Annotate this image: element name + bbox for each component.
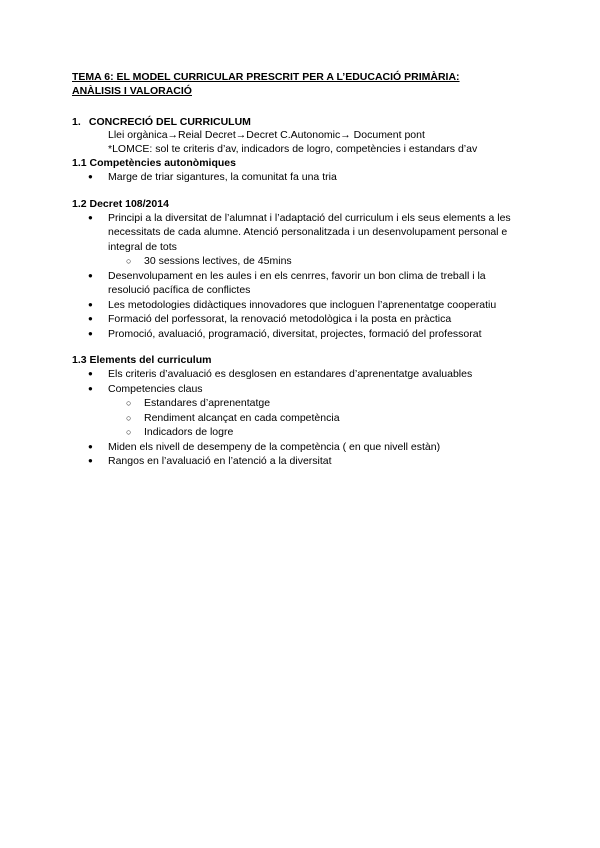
section-1-3-list — [72, 367, 528, 469]
list-item: ● Desenvolupament en les aules i en els cenrres, favorir un bon clima de treball i la resolució pacífica de conflictes — [72, 269, 528, 298]
sub-list-item: ○ Estandares d’aprenentatge — [72, 396, 528, 411]
section-1-1-list — [72, 170, 528, 185]
sub-list-item: ○ Indicadors de logre — [72, 425, 528, 440]
section-1-2-heading: 1.2 Decret 108/2014 — [72, 197, 169, 210]
document-title — [72, 70, 528, 98]
section-1-title: CONCRECIÓ DEL CURRICULUM — [88, 116, 251, 128]
section-1-heading — [72, 115, 528, 129]
list-item: ● Principi a la diversitat de l’alumnat i l’adaptació del curriculum i els seus elements a les necessitats de cada alumne. Atenció personalitzada i un desenvolupament personal e integral de tots — [72, 211, 528, 255]
section-1-number: 1. — [72, 116, 81, 128]
sub-list-item: ○ 30 sessions lectives, de 45mins — [72, 254, 528, 269]
list-item: ● Competencies claus — [72, 382, 528, 397]
section-1-lines — [108, 129, 528, 156]
lomce-note-line: *LOMCE: sol te criteris d’av, indicadors de logro, competències i estandars d’av — [108, 142, 478, 155]
list-item: ● Miden els nivell de desempeny de la competència ( en que nivell estàn) — [72, 440, 528, 455]
section-1-1-heading: 1.1 Competències autonòmiques — [72, 157, 236, 169]
list-item: ● Rangos en l’avaluació en l’atenció a la diversitat — [72, 454, 528, 469]
section-1-3-heading: 1.3 Elements del curriculum — [72, 354, 212, 366]
section-1-2-list — [72, 211, 528, 342]
sub-list-item: ○ Rendiment alcançat en cada competència — [72, 411, 528, 426]
list-item: ● Marge de triar sigantures, la comunitat fa una tria — [72, 170, 528, 185]
list-item: ● Les metodologies didàctiques innovadores que incloguen l’aprenentatge cooperatiu — [72, 298, 528, 313]
title-line-1: TEMA 6: EL MODEL CURRICULAR PRESCRIT PER A L’EDUCACIÓ PRIMÀRIA: — [72, 71, 460, 83]
legal-hierarchy-line: Llei orgànica→Reial Decret→Decret C.Autonomic→ Document pont — [108, 129, 425, 141]
list-item: ● Els criteris d’avaluació es desglosen en estandares d’aprenentatge avaluables — [72, 367, 528, 382]
document-page — [72, 70, 528, 469]
title-line-2: ANÀLISIS I VALORACIÓ — [72, 85, 192, 97]
list-item: ● Formació del porfessorat, la renovació metodològica i la posta en pràctica — [72, 312, 528, 327]
list-item: ● Promoció, avaluació, programació, diversitat, projectes, formació del professorat — [72, 327, 528, 342]
